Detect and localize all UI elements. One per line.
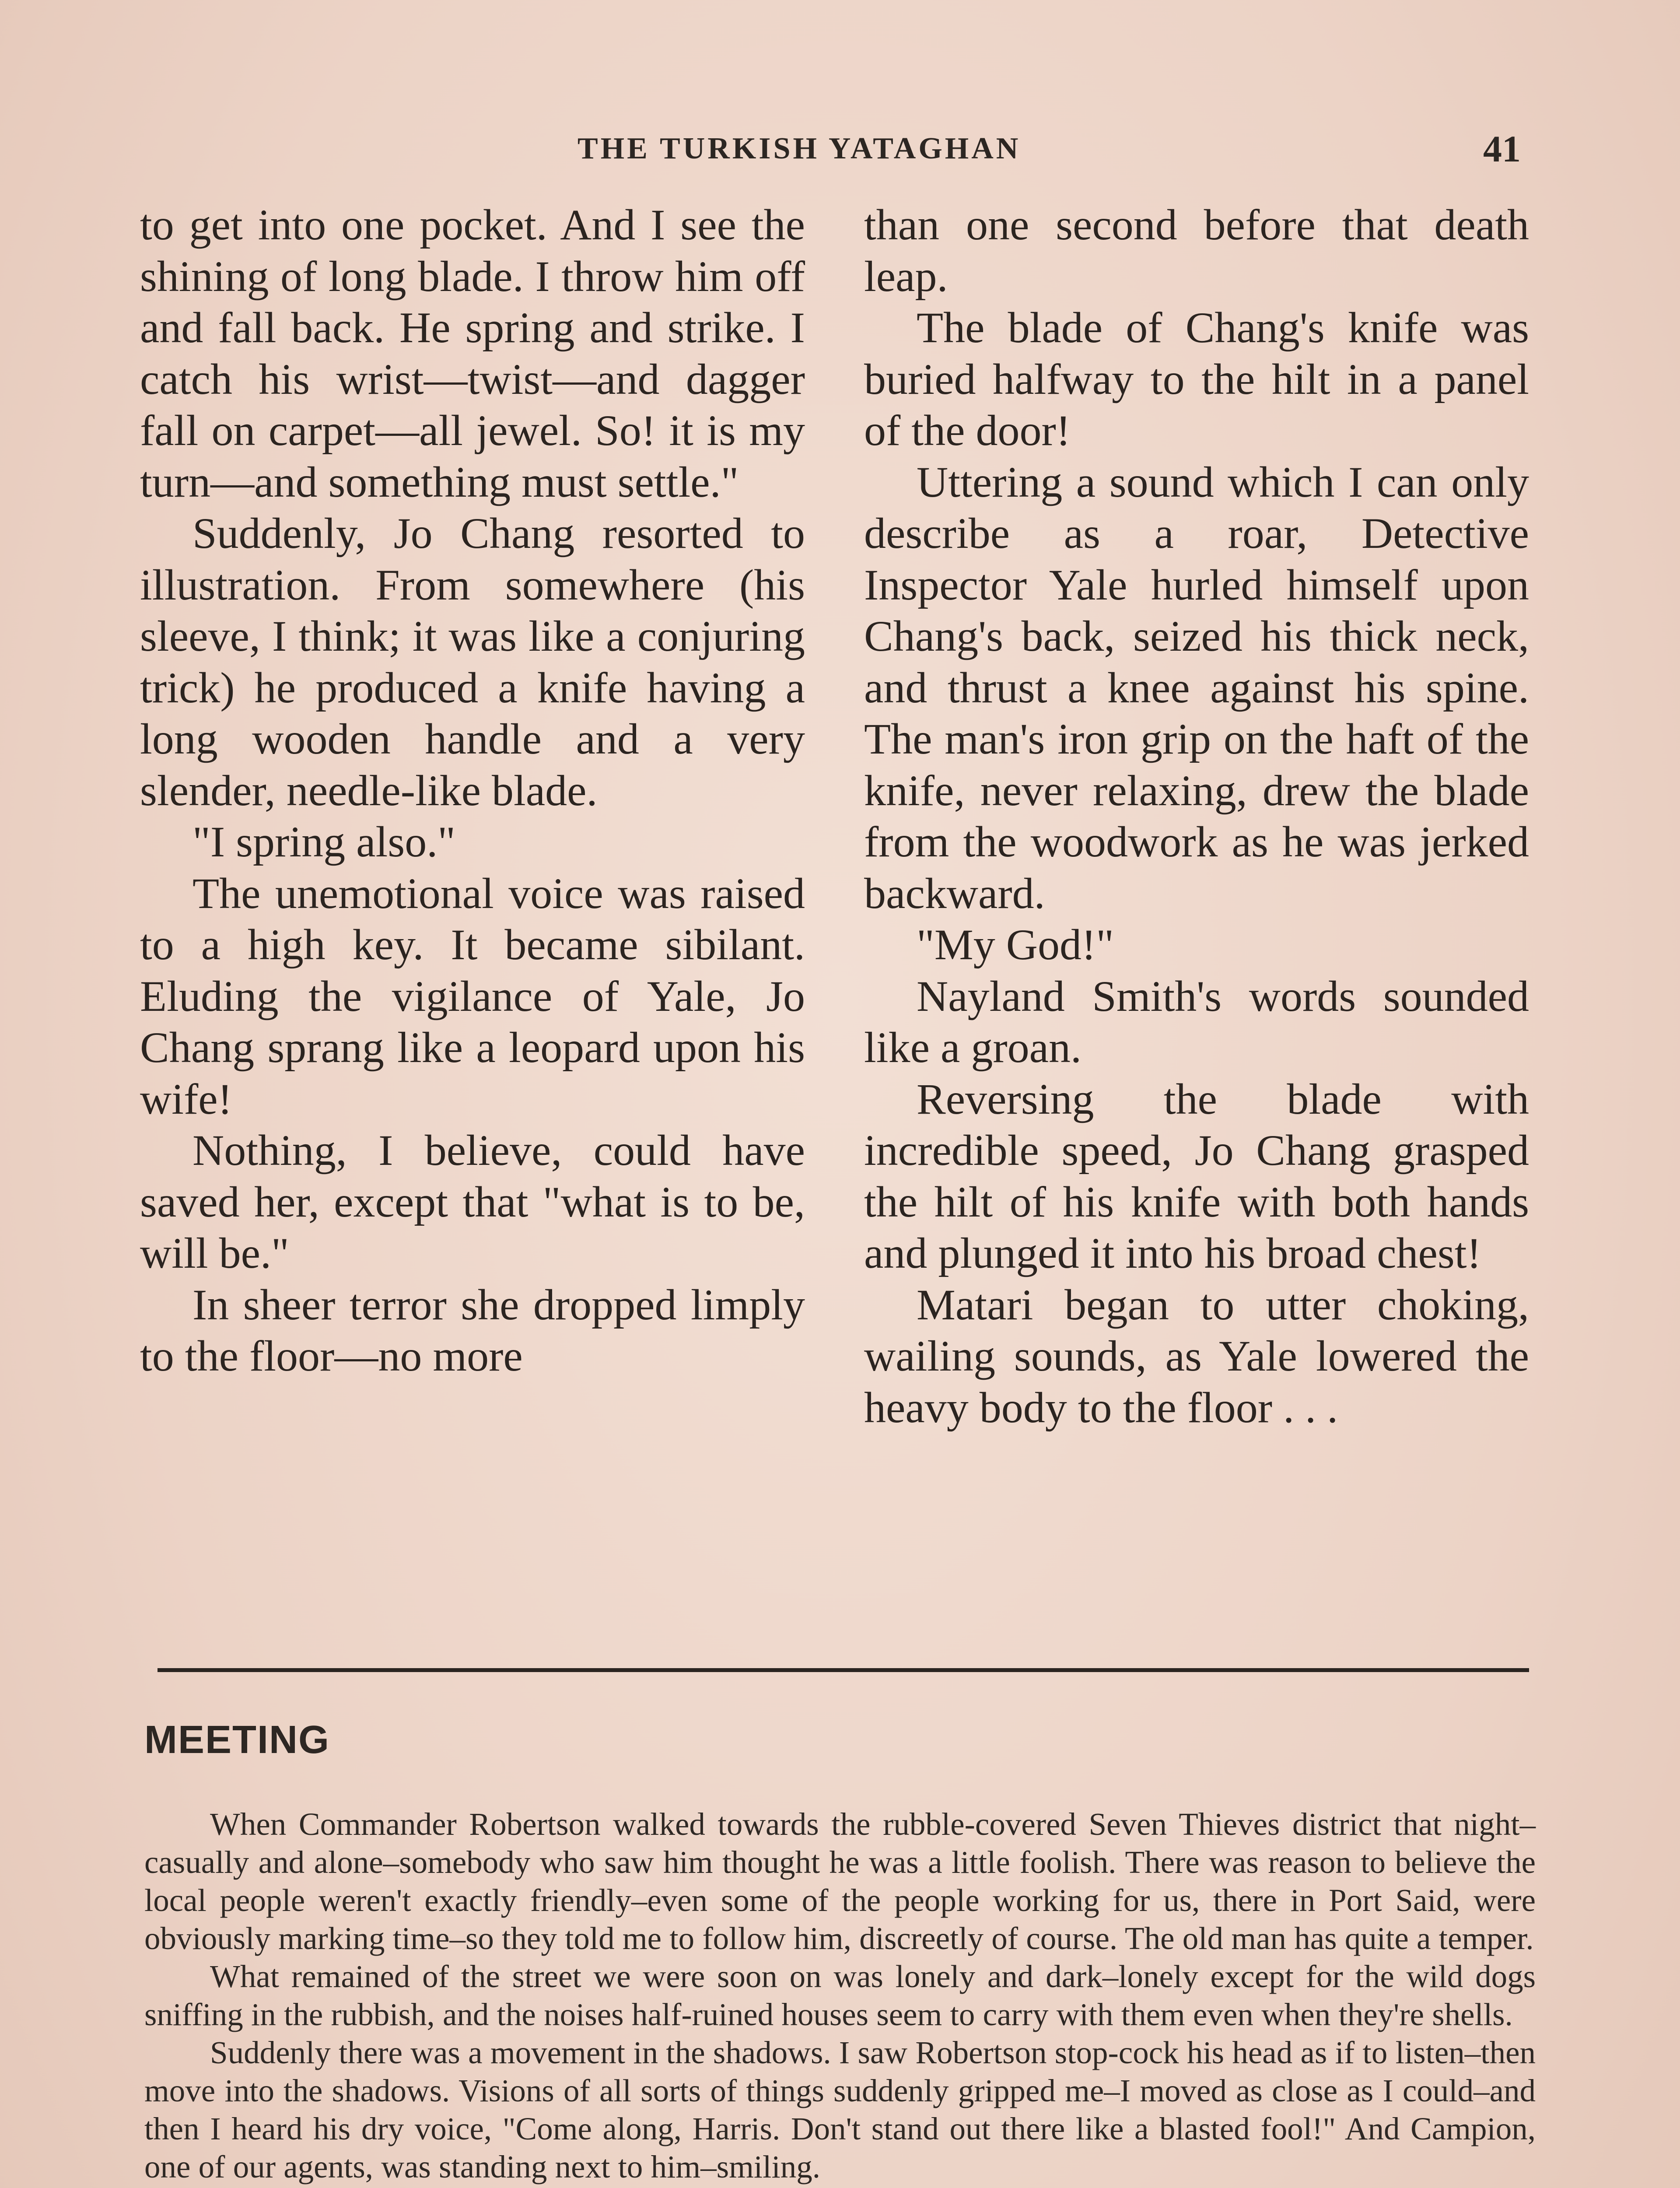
story-paragraph: Nothing, I believe, could have saved her, except that "what is to be, will be." bbox=[140, 1126, 805, 1277]
story-paragraph: Suddenly, Jo Chang resorted to illustration. From somewhere (his sleeve, I think; it was like a conjuring trick) he produced a knife having a long wooden handle and a very slender, needle-like blade. bbox=[140, 509, 805, 815]
page-number: 41 bbox=[1483, 128, 1521, 170]
story-paragraph: Uttering a sound which I can only describe as a roar, Detective Inspector Yale hurled himself upon Chang's back, seized his thick neck, and thrust a knee against his spine. The man's iron grip on the haft of the knife, never relaxing, drew the blade from the woodwork as he was jerked backward. bbox=[864, 457, 1529, 918]
story-paragraph: In sheer terror she dropped limply to the floor—no more bbox=[140, 1280, 805, 1380]
meeting-article bbox=[144, 1805, 1536, 2186]
story-paragraph: than one second before that death leap. bbox=[864, 200, 1529, 301]
story-paragraph: Reversing the blade with incredible speed, Jo Chang grasped the hilt of his knife with both hands and plunged it into his broad chest! bbox=[864, 1074, 1529, 1277]
story-paragraph: Nayland Smith's words sounded like a groan. bbox=[864, 971, 1529, 1072]
story-paragraph: The blade of Chang's knife was buried halfway to the hilt in a panel of the door! bbox=[864, 303, 1529, 455]
story-column-left bbox=[140, 199, 805, 1382]
section-heading: MEETING bbox=[144, 1718, 330, 1762]
story-paragraph: The unemotional voice was raised to a high key. It became sibilant. Eluding the vigilance of Yale, Jo Chang sprang like a leopard upon his wife! bbox=[140, 869, 805, 1123]
story-paragraph: "My God!" bbox=[917, 920, 1114, 969]
running-title: THE TURKISH YATAGHAN bbox=[578, 132, 1021, 165]
story-column-right bbox=[864, 199, 1529, 1433]
story-paragraph: "I spring also." bbox=[192, 817, 456, 866]
article-paragraph: When Commander Robertson walked towards the rubble-covered Seven Thieves district that night–casually and alone–somebody who saw him thought he was a little foolish. There was reason to believe the local people weren't exactly friendly–even some of the people working for us, there in Port Said, were obviously marking time–so they told me to follow him, discreetly of course. The old man has quite a temper. bbox=[144, 1806, 1536, 1956]
story-paragraph: to get into one pocket. And I see the shining of long blade. I throw him off and fall back. He spring and strike. I catch his wrist—twist—and dagger fall on carpet—all jewel. So! it is my turn—and something must settle." bbox=[140, 200, 805, 506]
article-paragraph: Suddenly there was a movement in the shadows. I saw Robertson stop-cock his head as if to listen–then move into the shadows. Visions of all sorts of things suddenly gripped me–I moved as close as I could–and then I heard his dry voice, "Come along, Harris. Don't stand out there like a blasted fool!" And Campion, one of our agents, was standing next to him–smiling. bbox=[144, 2035, 1536, 2184]
article-paragraph: What remained of the street we were soon on was lonely and dark–lonely except for the wild dogs sniffing in the rubbish, and the noises half-ruined houses seem to carry with them even when they're shells. bbox=[144, 1959, 1536, 2032]
story-paragraph: Matari began to utter choking, wailing sounds, as Yale lowered the heavy body to the floor . . . bbox=[864, 1280, 1529, 1432]
section-divider bbox=[158, 1668, 1529, 1672]
